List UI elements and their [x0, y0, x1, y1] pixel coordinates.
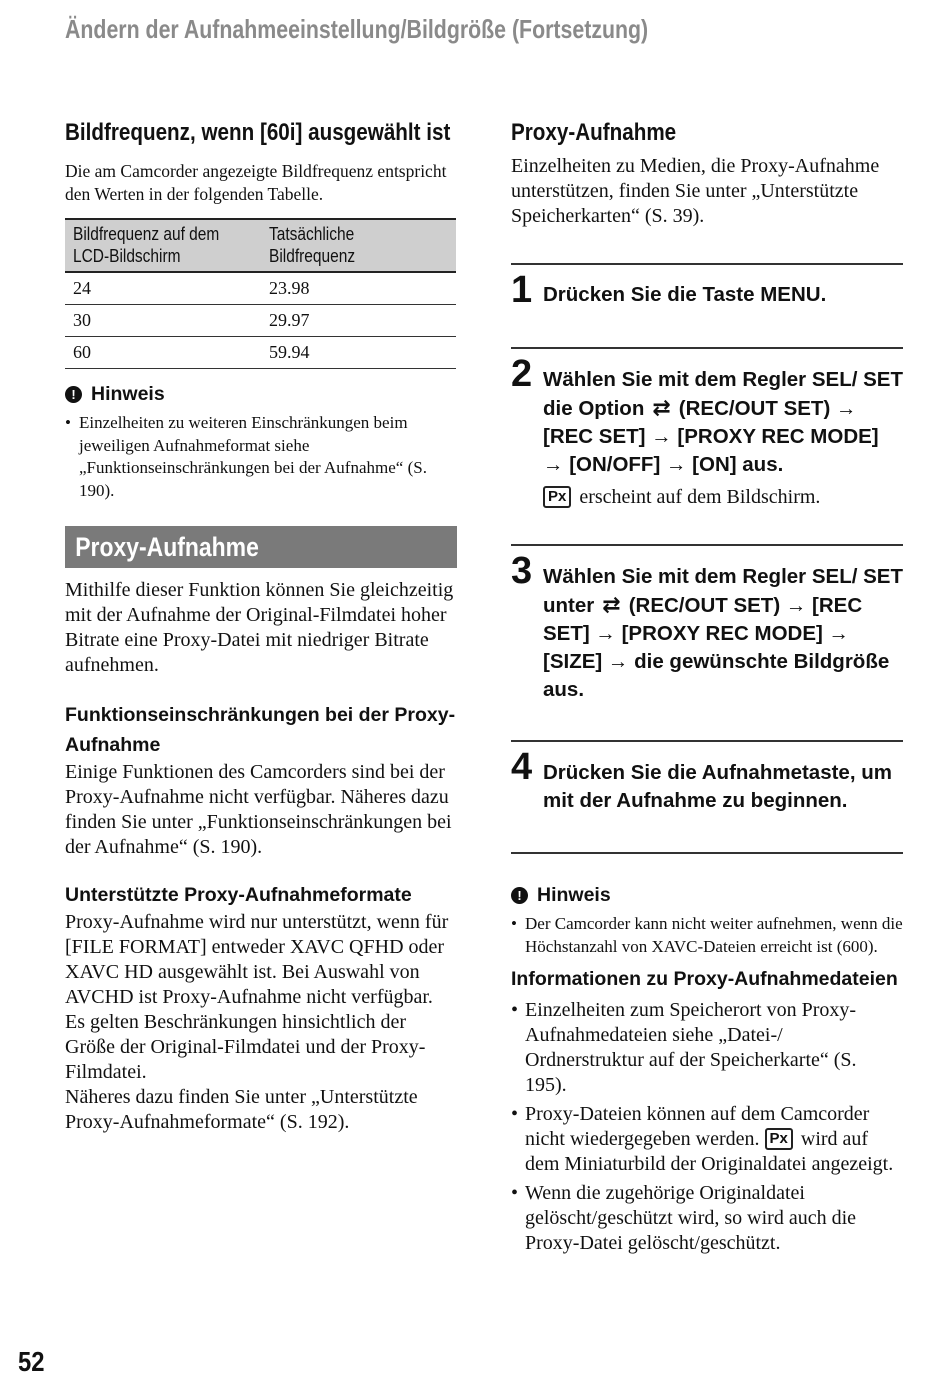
- divider: [511, 852, 903, 854]
- table-header-row: [65, 219, 456, 272]
- list-item-text: Proxy-Dateien können auf dem Camcorder nicht wiedergegeben werden.: [525, 1103, 870, 1150]
- proxy-px-icon: Px: [543, 486, 571, 508]
- framerate-table: [65, 218, 456, 369]
- framerate-intro: Die am Camcorder angezeigte Bildfrequenz entspricht den Werten in der folgenden Tabelle.: [65, 161, 447, 204]
- step-number: 1: [511, 269, 533, 311]
- table-header-cell: Tatsächliche Bildfrequenz: [261, 219, 456, 272]
- section-band: [65, 526, 457, 568]
- formats-text-3: Näheres dazu finden Sie unter „Unterstützte Proxy-Aufnahmeformate“ (S. 192).: [65, 1086, 418, 1133]
- note-title: Hinweis: [91, 383, 165, 405]
- proxy-px-icon: Px: [765, 1128, 793, 1150]
- list-item: [511, 1102, 903, 1177]
- note-warning-icon: !: [511, 887, 528, 904]
- step-text: Drücken Sie die Aufnahmetaste, um mit der Aufnahme zu beginnen.: [543, 761, 892, 812]
- step-text-part: (REC/OUT SET) → [REC SET] → [PROXY REC MODE] → [ON/OFF] → [ON] aus.: [543, 397, 879, 476]
- table-row: [65, 305, 456, 337]
- step-4: [511, 740, 903, 852]
- table-cell: 29.97: [261, 305, 456, 337]
- left-column: [65, 118, 457, 1135]
- step-text: [543, 349, 903, 479]
- formats-text-1: Proxy-Aufnahme wird nur unterstützt, wenn für [FILE FORMAT] entweder XAVC QFHD oder XAVC HD ausgewählt ist. Bei Auswahl von AVCHD ist Proxy-Aufnahme nicht verfügbar.: [65, 911, 449, 1008]
- note-list: [511, 913, 903, 958]
- note-list: [65, 412, 457, 502]
- proxy-intro: Einzelheiten zu Medien, die Proxy-Aufnahme unterstützen, finden Sie unter „Unterstützte Speicherkarten“ (S. 39).: [511, 155, 880, 227]
- restrictions-text: Einige Funktionen des Camcorders sind bei der Proxy-Aufnahme nicht verfügbar. Näheres dazu finden Sie unter „Funktionseinschränkungen bei der Aufnahme“ (S. 190).: [65, 761, 452, 858]
- table-row: [65, 272, 456, 305]
- rec-out-set-icon: ⇄: [602, 592, 621, 617]
- step-result-text: erscheint auf dem Bildschirm.: [579, 486, 821, 508]
- section-title: Proxy-Aufnahme: [75, 531, 259, 562]
- step-text: [543, 546, 903, 704]
- step-2: [511, 347, 903, 544]
- formats-heading: Unterstützte Proxy-Aufnahmeformate: [65, 884, 412, 906]
- step-text-part: (REC/OUT SET) → [REC SET] → [PROXY REC MODE] → [SIZE] → die gewünschte Bildgröße aus.: [543, 594, 890, 701]
- table-header-cell: Bildfrequenz auf dem LCD-Bildschirm: [65, 219, 261, 272]
- list-item: • Einzelheiten zum Speicherort von Proxy-Aufnahmedateien siehe „Datei-/ Ordnerstruktur auf der Speicherkarte“ (S. 195).: [511, 998, 903, 1098]
- table-cell: 59.94: [261, 337, 456, 369]
- proxy-heading: Proxy-Aufnahme: [511, 119, 677, 146]
- list-item-text: wird auf dem Miniaturbild der Originaldatei angezeigt.: [525, 1128, 894, 1175]
- page-number: 52: [18, 1346, 45, 1377]
- right-column: [511, 118, 903, 1256]
- step-text-part: Wählen Sie mit dem Regler SEL/ SET unter: [543, 565, 903, 617]
- table-cell: 30: [65, 305, 261, 337]
- framerate-heading: Bildfrequenz, wenn [60i] ausgewählt ist: [65, 119, 451, 146]
- list-item: • Der Camcorder kann nicht weiter aufnehmen, wenn die Höchstanzahl von XAVC-Dateien erreicht ist (600).: [511, 913, 903, 958]
- formats-text-2: Es gelten Beschränkungen hinsichtlich der Größe der Original-Filmdatei und der Proxy-Filmdatei.: [65, 1011, 426, 1083]
- rec-out-set-icon: ⇄: [652, 395, 671, 420]
- restrictions-heading: Funktionseinschränkungen bei der Proxy-Aufnahme: [65, 704, 456, 756]
- step-text: Drücken Sie die Taste MENU.: [543, 283, 827, 306]
- table-row: [65, 337, 456, 369]
- page-header-title: Ändern der Aufnahmeeinstellung/Bildgröße (Fortsetzung): [65, 14, 649, 44]
- table-cell: 23.98: [261, 272, 456, 305]
- list-item: • Einzelheiten zu weiteren Einschränkungen beim jeweiligen Aufnahmeformat siehe „Funktionseinschränkungen bei der Aufnahme“ (S. 190).: [65, 412, 457, 502]
- step-text-part: Wählen Sie mit dem Regler SEL/ SET die Option: [543, 368, 903, 420]
- info-list: [511, 998, 903, 1256]
- step-number: 2: [511, 353, 533, 395]
- note-warning-icon: !: [65, 386, 82, 403]
- table-cell: 60: [65, 337, 261, 369]
- table-cell: 24: [65, 272, 261, 305]
- section-intro: Mithilfe dieser Funktion können Sie gleichzeitig mit der Aufnahme der Original-Filmdatei hoher Bitrate eine Proxy-Datei mit niedriger Bitrate aufnehmen.: [65, 579, 454, 676]
- step-3: [511, 544, 903, 740]
- step-1: [511, 263, 903, 347]
- note-heading: [511, 884, 903, 907]
- note-title: Hinweis: [537, 884, 611, 906]
- list-item: • Wenn die zugehörige Originaldatei gelöscht/geschützt wird, so wird auch die Proxy-Datei gelöscht/geschützt.: [511, 1181, 903, 1256]
- step-result: [543, 485, 903, 510]
- step-number: 3: [511, 550, 533, 592]
- note-heading: [65, 383, 457, 406]
- step-number: 4: [511, 746, 533, 788]
- info-heading: Informationen zu Proxy-Aufnahmedateien: [511, 968, 898, 990]
